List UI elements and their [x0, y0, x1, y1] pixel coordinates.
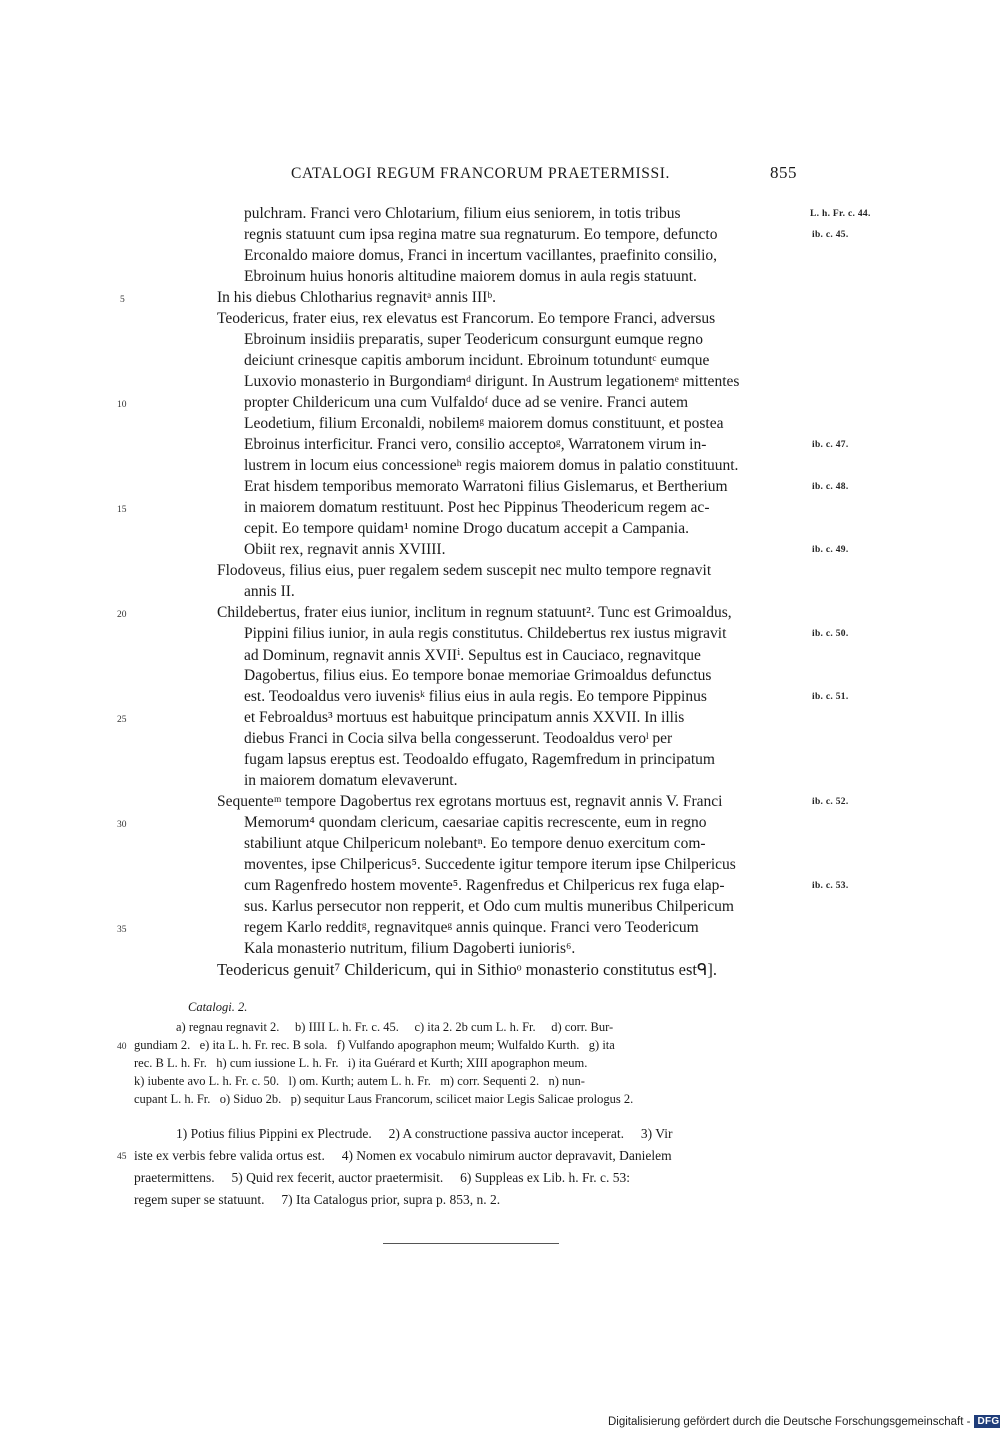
text-line: stabiliunt atque Chilpericum nolebantⁿ. Eo tempore denuo exercitum com- [244, 835, 706, 852]
text-line: pulchram. Franci vero Chlotarium, filium eius seniorem, in totis tribus [244, 205, 681, 222]
text-line: Ebroinum huius honoris altitudine maiorem domus in aula regis statuunt. [244, 268, 697, 285]
text-line: Dagobertus, filius eius. Eo tempore bonae memoriae Grimoaldus defunctus [244, 667, 712, 684]
page-number: 855 [770, 163, 797, 182]
text-line: Teodericus, frater eius, rex elevatus est Francorum. Eo tempore Franci, adversus [217, 310, 716, 327]
margin-reference: ib. c. 45. [812, 230, 849, 240]
margin-reference: ib. c. 48. [812, 482, 849, 492]
margin-reference: ib. c. 53. [812, 881, 849, 891]
apparatus-line: cupant L. h. Fr. o) Siduo 2b. p) sequitur Laus Francorum, scilicet maior Legis Salicae prologus 2. [134, 1092, 634, 1106]
line-number: 20 [117, 610, 127, 620]
margin-reference: ib. c. 52. [812, 797, 849, 807]
apparatus-line: k) iubente avo L. h. Fr. c. 50. l) om. Kurth; autem L. h. Fr. m) corr. Sequenti 2. n) nun- [134, 1074, 585, 1088]
apparatus-line: rec. B L. h. Fr. h) cum iussione L. h. Fr. i) ita Guérard et Kurth; XIII apographon meum. [134, 1056, 588, 1070]
text-line: fugam lapsus ereptus est. Teodoaldo effugato, Ragemfredum in principatum [244, 751, 715, 768]
apparatus-line: gundiam 2. e) ita L. h. Fr. rec. B sola. f) Vulfando apographon meum; Wulfaldo Kurth. g) ita [134, 1038, 615, 1052]
margin-reference: ib. c. 51. [812, 692, 849, 702]
text-line: Erconaldo maiore domus, Franci in incertum vacillantes, praefinito consilio, [244, 247, 718, 264]
text-line: deiciunt crinesque capitis amborum incidunt. Ebroinum totunduntᶜ eumque [244, 352, 710, 369]
digitization-footer [608, 1415, 1000, 1428]
text-line: Leodetium, filium Erconaldi, nobilemᵍ maiorem domus constituunt, et postea [244, 415, 724, 432]
text-line: propter Childericum una cum Vulfaldoᶠ duce ad se venire. Franci autem [244, 394, 689, 411]
text-line: annis II. [244, 583, 295, 600]
text-line: Obiit rex, regnavit annis XVIIII. [244, 541, 446, 558]
line-number: 30 [117, 820, 127, 830]
text-line: In his diebus Chlotharius regnavitᵃ annis IIIᵇ. [217, 289, 496, 306]
dfg-logo: DFG [974, 1415, 1000, 1428]
footnote-line: regem super se statuunt. 7) Ita Catalogus prior, supra p. 853, n. 2. [134, 1192, 501, 1207]
margin-reference: ib. c. 50. [812, 629, 849, 639]
text-line: Memorum⁴ quondam clericum, caesariae capitis recrescente, eum in regno [244, 814, 707, 831]
text-line: Luxovio monasterio in Burgondiamᵈ dirigunt. In Austrum legationemᵉ mittentes [244, 373, 740, 390]
apparatus-heading: Catalogi. 2. [188, 1000, 248, 1014]
text-line: Childebertus, frater eius iunior, inclitum in regnum statuunt². Tunc est Grimoaldus, [217, 604, 732, 621]
text-line: Ebroinum insidiis preparatis, super Teodericum consurgunt eumque regno [244, 331, 703, 348]
section-divider [383, 1243, 559, 1244]
line-number: 35 [117, 925, 127, 935]
line-number: 45 [117, 1152, 127, 1162]
footer-text: Digitalisierung gefördert durch die Deutsche Forschungsgemeinschaft - [608, 1415, 971, 1428]
text-line: Sequenteᵐ tempore Dagobertus rex egrotans mortuus est, regnavit annis V. Franci [217, 793, 723, 810]
text-line: in maiorem domatum restituunt. Post hec Pippinus Theodericum regem ac- [244, 499, 710, 516]
text-line: Kala monasterio nutritum, filium Dagoberti iunioris⁶. [244, 940, 576, 957]
line-number: 10 [117, 400, 127, 410]
text-line: Ebroinus interficitur. Franci vero, consilio acceptoᵍ, Warratonem virum in- [244, 436, 707, 453]
text-line: cum Ragenfredo hostem movente⁵. Ragenfredus et Chilpericus rex fuga elap- [244, 877, 725, 894]
line-number: 40 [117, 1042, 127, 1052]
line-number: 25 [117, 715, 127, 725]
text-line: ad Dominum, regnavit annis XVIIⁱ. Sepultus est in Cauciaco, regnavitque [244, 647, 701, 664]
apparatus-line: a) regnau regnavit 2. b) IIII L. h. Fr. c. 45. c) ita 2. 2b cum L. h. Fr. d) corr. Bur- [176, 1020, 614, 1034]
running-header: CATALOGI REGUM FRANCORUM PRAETERMISSI. [291, 165, 670, 182]
text-line: cepit. Eo tempore quidam¹ nomine Drogo ducatum accepit a Campania. [244, 520, 689, 537]
text-line: diebus Franci in Cocia silva bella congesserunt. Teodoaldus veroˡ per [244, 730, 673, 747]
margin-reference: ib. c. 47. [812, 440, 849, 450]
text-line: et Febroaldus³ mortuus est habuitque principatum annis XXVII. In illis [244, 709, 685, 726]
text-line: Erat hisdem temporibus memorato Warratoni filius Gislemarus, et Bertherium [244, 478, 728, 495]
margin-reference: L. h. Fr. c. 44. [810, 209, 871, 219]
text-line: Pippini filius iunior, in aula regis constitutus. Childebertus rex iustus migravit [244, 625, 727, 642]
text-line: sus. Karlus persecutor non repperit, et Odo cum multis muneribus Chilpericum [244, 898, 734, 915]
text-line: Teodericus genuit⁷ Childericum, qui in Sithioᵒ monasterio constitutus estᑫ]. [217, 960, 717, 979]
text-line: in maiorem domatum elevaverunt. [244, 772, 458, 789]
text-line: Flodoveus, filius eius, puer regalem sedem suscepit nec multo tempore regnavit [217, 562, 712, 579]
text-line: est. Teodoaldus vero iuvenisᵏ filius eius in aula regis. Eo tempore Pippinus [244, 688, 707, 705]
line-number: 5 [120, 295, 125, 305]
text-line: moventes, ipse Chilpericus⁵. Succedente igitur tempore iterum ipse Chilpericus [244, 856, 736, 873]
text-line: lustrem in locum eius concessioneʰ regis maiorem domus in palatio constituunt. [244, 457, 739, 474]
footnote-line: iste ex verbis febre valida ortus est. 4) Nomen ex vocabulo nimirum auctor depravavit, Danielem [134, 1148, 672, 1163]
margin-reference: ib. c. 49. [812, 545, 849, 555]
footnote-line: 1) Potius filius Pippini ex Plectrude. 2) A constructione passiva auctor inceperat. 3) Vir [176, 1126, 673, 1141]
footnote-line: praetermittens. 5) Quid rex fecerit, auctor praetermisit. 6) Suppleas ex Lib. h. Fr. c. 53: [134, 1170, 630, 1185]
line-number: 15 [117, 505, 127, 515]
text-line: regnis statuunt cum ipsa regina matre sua regnaturum. Eo tempore, defuncto [244, 226, 718, 243]
text-line: regem Karlo redditᵍ, regnavitqueᵍ annis quinque. Franci vero Teodericum [244, 919, 699, 936]
